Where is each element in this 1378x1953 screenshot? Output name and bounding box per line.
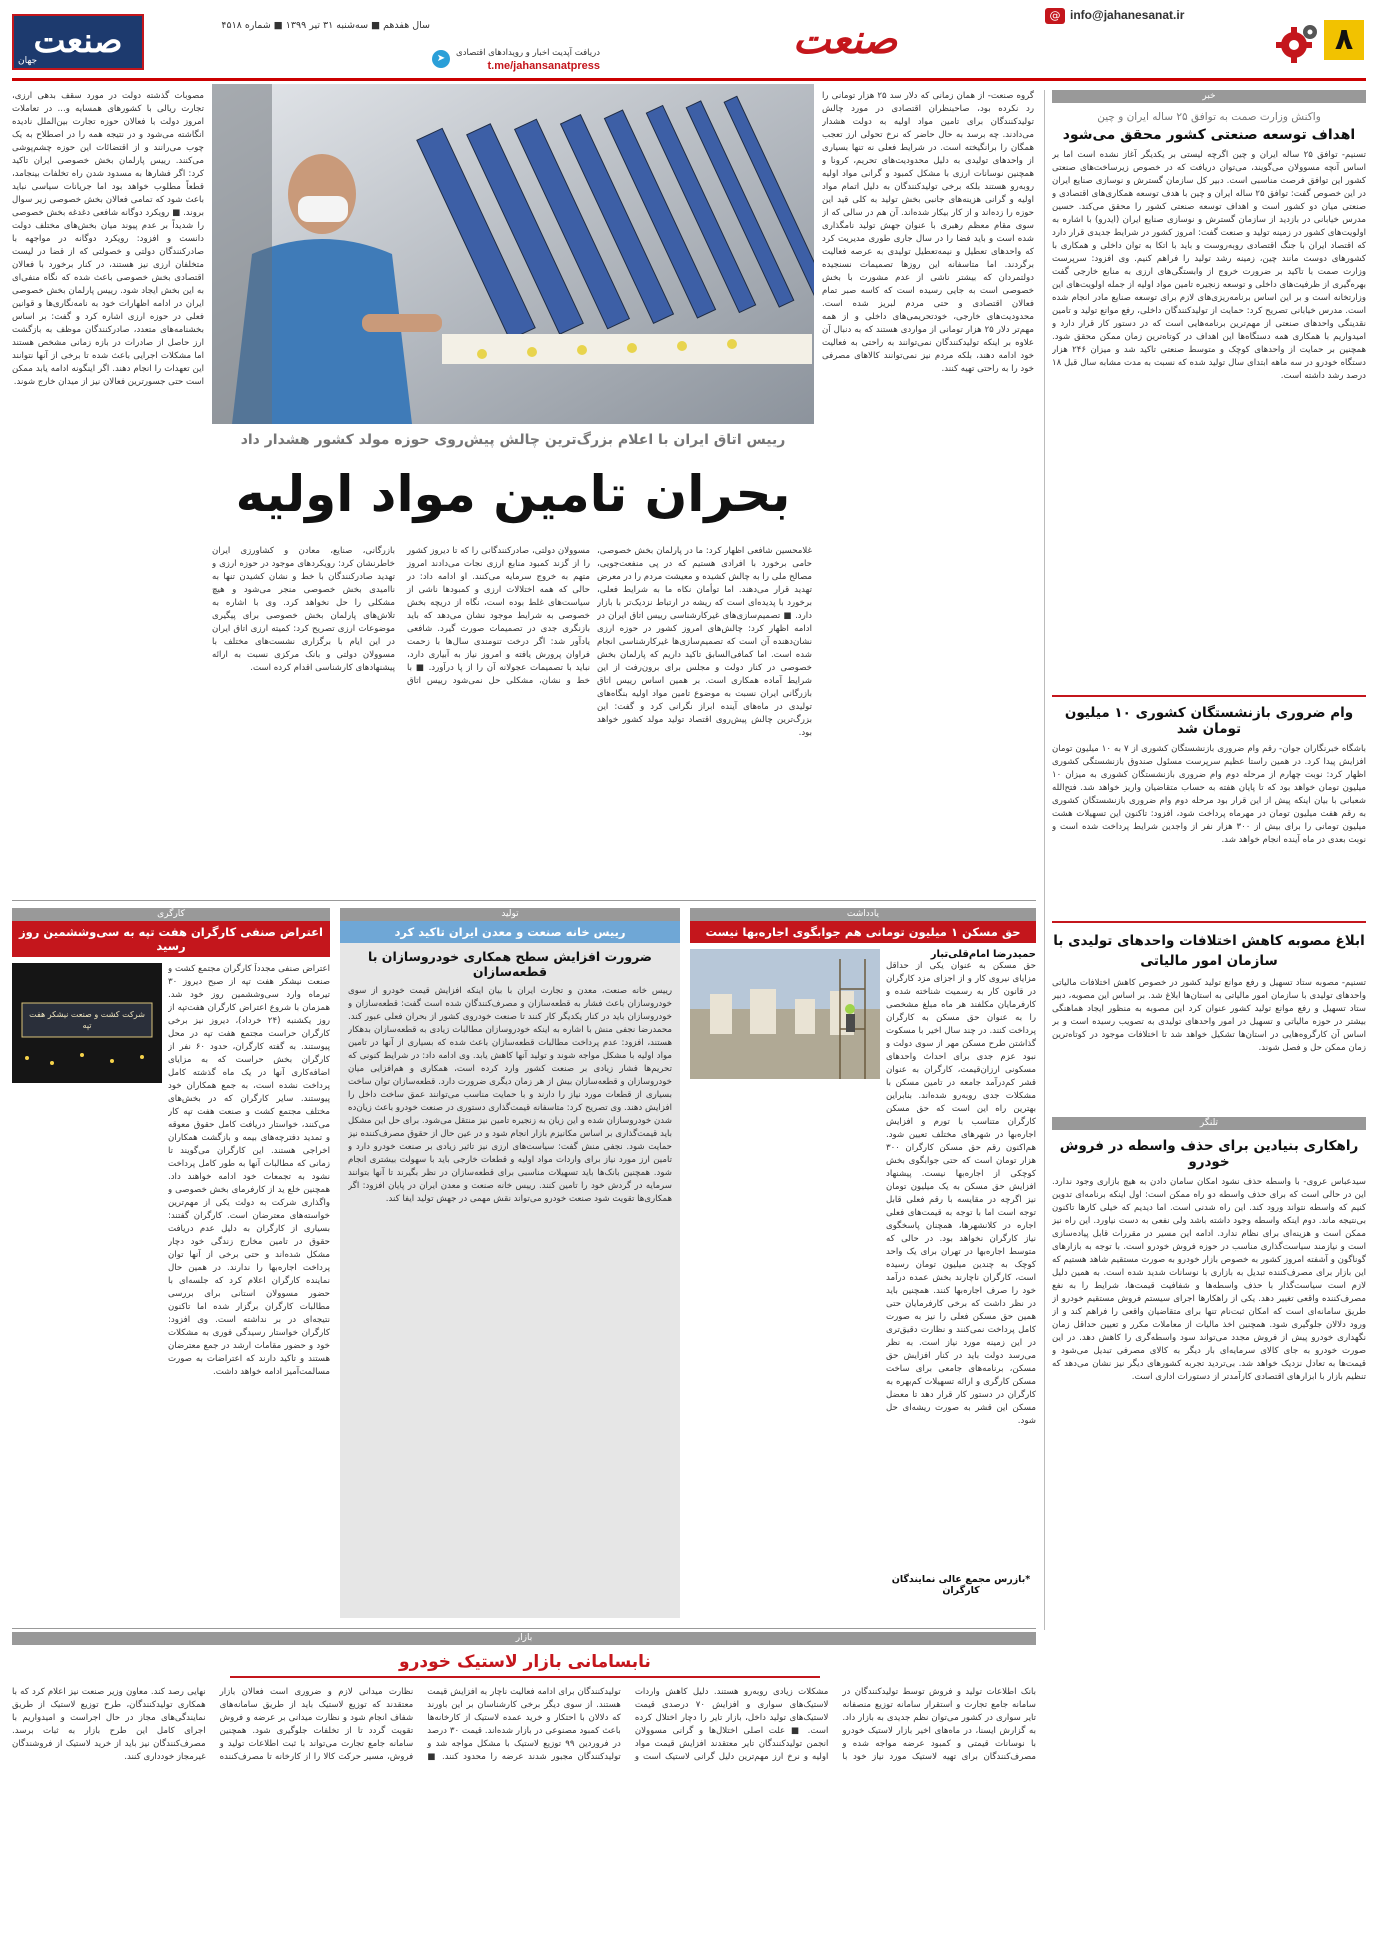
story1-headline: اهداف توسعه صنعتی کشور محقق می‌شود bbox=[1062, 127, 1356, 143]
construction-photo bbox=[690, 949, 880, 1079]
box-mid-headline: رییس خانه صنعت و معدن ایران تاکید کرد bbox=[340, 921, 680, 943]
box-right-headline: حق مسکن ۱ میلیون تومانی هم جوابگوی اجاره‌بها نیست bbox=[690, 921, 1036, 943]
haft-tappeh-photo bbox=[12, 963, 162, 1083]
header-rule bbox=[12, 78, 1366, 81]
bottom-body: بانک اطلاعات تولید و فروش توسط تولیدکنندگان در سامانه جامع تجارت و استقرار سامانه توزیع منصفانه تایر سواری در کشور می‌توان نظم جدیدی به بازار داد. به گزارش ایسنا، در ماه‌های اخیر بازار لاستیک خودرو با نوسانات قیمتی و کمبود عرضه مواجه شده و مصرف‌کنندگان برای تهیه لاستیک مورد نیاز خود با مشکلات زیادی روبه‌رو هستند. دلیل کاهش واردات لاستیک‌های سواری و افزایش ۷۰ درصدی قیمت لاستیک‌های تولید داخل، بازار تایر را دچار اختلال کرده است. ■ علت اصلی اختلال‌ها و گرانی مسوولان انجمن تولیدکنندگان تایر معتقدند افزایش قیمت مواد اولیه و نرخ ارز مهم‌ترین دلیل گرانی لاستیک است و تولیدکنندگان برای ادامه فعالیت ناچار به افزایش قیمت هستند. از سوی دیگر برخی کارشناسان بر این باورند که دلالان با احتکار و خرید عمده لاستیک از کارخانه‌ها باعث کمبود مصنوعی در بازار شده‌اند. قیمت ۳۰ درصد در فروردین ۹۹ توزیع لاستیک با مشکل مواجه شد و تولیدکنندگان مجبور شدند عرضه را محدود کنند. ■ نظارت میدانی لازم و ضروری است فعالان بازار معتقدند که توزیع لاستیک باید از طریق سامانه‌های شفاف انجام شود و نظارت میدانی بر عرضه و فروش تقویت گردد تا از تخلفات جلوگیری شود. همچنین سامانه جامع تجارت می‌تواند با ثبت اطلاعات تولید و فروش، مسیر حرکت کالا را از کارخانه تا مصرف‌کننده نهایی رصد کند. معاون وزیر صنعت نیز اعلام کرد که با همکاری تولیدکنندگان، طرح توزیع لاستیک از طریق نمایندگی‌های مجاز در حال اجراست و امیدواریم با اجرای کامل این طرح بازار به ثبات برسد. مصرف‌کنندگان نیز باید از خرید لاستیک از فروشندگان غیرمجاز خودداری کنند. bbox=[12, 1687, 1036, 1762]
story1-body: تسنیم- توافق ۲۵ ساله ایران و چین اگرچه لیستی بر یکدیگر آغاز نشده است اما بر اساس آنچه مسوولان می‌گویند، می‌توان دریافت که در خصوص زیرساخت‌های صنعتی کشور این توافق فرصت مناسبی است. دبیر کل سازمان گسترش و نوسازی صنایع ایران در این خصوص گفت: توافق ۲۵ ساله ایران و چین با هدف توسعه همکاری‌های اقتصادی و صنعتی میان دو کشور است و اهداف توسعه صنعتی کشور را محقق می‌کند. حسین مدرس خیابانی در بازدید از سازمان گسترش و نوسازی صنایع ایران (ایدرو) با اشاره به اولویت‌های کشور در زمینه تولید و صنعت گفت: امروز کشور در شرایط جدیدی قرار دارد که اقتصاد ایران با جنگ اقتصادی روبه‌روست و باید با اتکا به توان داخلی و همکاری با کشورهای دوست مانند چین، زمینه رشد تولید را فراهم کنیم. وی افزود: سرپرست وزارت صمت با تاکید بر ضرورت خروج از وابستگی‌های ارزی به منابع خارجی گفت بهره‌گیری از ظرفیت‌های داخلی و توسعه زنجیره تامین مواد اولیه از جمله اولویت‌های این وزارتخانه است و بر این اساس برنامه‌ریزی‌های لازم برای توسعه صنایع مادر انجام شده است. مدرس خیابانی تصریح کرد: حمایت از تولیدکنندگان داخلی، رفع موانع تولید و تامین نقدینگی واحدهای صنعتی از مهم‌ترین برنامه‌هایی است که در دستور کار قرار دارد و امیدواریم با همکاری همه دستگاه‌ها این اهداف در کوتاه‌ترین زمان ممکن محقق شود. همچنین بر حمایت از واحدهای کوچک و متوسط صنعتی تاکید شد و میزان ۲۴۶ هزار دستگاه خودرو در سه ماهه ابتدای سال تولید شده که نسبت به مدت مشابه سال قبل ۱۸ درصد رشد داشته است. bbox=[1052, 150, 1366, 381]
box-rule bbox=[12, 900, 1036, 901]
logo-sub: جهان bbox=[18, 56, 38, 66]
box-right-tag: یادداشت bbox=[690, 908, 1036, 921]
telegram-link[interactable]: t.me/jahansanatpress bbox=[487, 60, 600, 72]
page-header bbox=[0, 0, 1378, 82]
bottom-tag: بازار bbox=[12, 1632, 1036, 1645]
lead-col-c: مسوولان دولتی، صادرکنندگانی را که تا دیروز کشور را از گزند کمبود منابع ارزی نجات می‌دادند امروز متهم به خروج سرمایه می‌کنند. او ادامه داد: در حالی که همه اختلالات ارزی و کمبودها ناشی از سیاست‌های غلط بوده است، نگاه از دریچه بخش خصوصی به شرایط موجود نشان می‌دهد که باید بازنگری جدی در تصمیمات صورت گیرد. شافعی یادآور شد: اگر درخت تنومندی سال‌ها با زحمت فراوان پرورش یافته و امروز نیاز به آبیاری دارد، نباید با تصمیمات عجولانه آن را از پا درآورد. ■ با خط و نشان، مشکلی حل نمی‌شود رییس اتاق بازرگانی، صنایع، معادن و کشاورزی ایران خاطرنشان کرد: رویکردهای موجود در حوزه ارزی و تهدید صادرکنندگان با خط و نشان کشیدن تنها به ناامیدی بخش خصوصی منجر می‌شود و هیچ مشکلی را حل نخواهد کرد. وی با اشاره به تلاش‌های پارلمان بخش خصوصی برای پیگیری موضوعات ارزی تصریح کرد: کمیته ارزی اتاق ایران در این ایام با برگزاری نشست‌های مختلف با مسوولان دولتی و بانک مرکزی نسبت به ارائه پیشنهادهای کارشناسی اقدام کرده است. bbox=[212, 546, 590, 686]
box-mid bbox=[340, 908, 680, 1618]
right-column bbox=[1052, 90, 1366, 1630]
bottom-headline-wrap bbox=[230, 1652, 820, 1678]
telegram-icon: ➤ bbox=[432, 50, 450, 68]
lead-col-a: گروه صنعت- از همان زمانی که دلار سد ۲۵ هزار تومانی را رد نکرده بود، صاحبنظران اقتصادی در مورد چالش تولیدکنندگان برای تامین مواد اولیه به دولت هشدار می‌دادند. چه برسد به حال حاضر که نرخ تحولی ارز تعجب همگان را برانگیخته است. در شرایط فعلی نه تنها بسیاری از واحدهای تولیدی به دلیل محدودیت‌های تحریم، کرونا و همچنین نوسانات ارزی با مشکل کمبود و گرانی مواد اولیه روبه‌رو هستند بلکه برخی تولیدکنندگان به دلیل اتمام مواد اولیه و گرانی هزینه‌های جانبی بخش تولید به کلی قید این حوزه را زده‌اند و از کار بیکار شده‌اند. آن هم در سالی که از سوی مقام معظم رهبری با عنوان جهش تولید نامگذاری شده است و باید فضا را در سال جاری طوری مدیریت کرد که واحدهای تعطیل و نیمه‌تعطیل تولیدی به عرصه فعالیت برگردند. اما متاسفانه این روزها تصمیمات نسنجیده دولتمردان که بیشتر ناشی از عدم مشورت با بخش خصوصی است به جایی رسیده است که کاسه صبر تمام فعالان اقتصادی و حتی مردم لبریز شده است. محدودیت‌های خارجی، خودتحریمی‌های داخلی و از همه مهم‌تر دلار ۲۵ هزار تومانی از مواردی هستند که به دنبال آن علاوه بر اینکه تولیدکنندگان نمی‌توانند به راحتی به فعالیت خود ادامه دهند، بلکه مردم نیز نمی‌توانند کالاهای مصرفی خود را به راحتی تهیه کنند. bbox=[822, 91, 1034, 374]
box-left-headline: اعتراض صنفی کارگران هفت تپه به سی‌وششمین روز رسید bbox=[12, 921, 330, 957]
page-number: ۸ bbox=[1334, 22, 1354, 57]
box-right-body: حق مسکن به عنوان یکی از حداقل مزایای نیروی کار و از اجزای مزد کارگران در قانون کار به رسمیت شناخته شده و کارفرمایان مکلفند هر ماه مبلغ مشخصی را به عنوان حق مسکن به کارگران پرداخت کنند. در چند سال اخیر با مسکوت گذاشتن طرح مسکن مهر از سوی دولت و نبود عزم جدی برای احداث واحدهای مسکونی ارزان‌قیمت، کارگران به عنوان قشر کم‌درآمد جامعه در تامین مسکن با مشکلات جدی روبه‌رو شده‌اند. بنابراین بهترین راه این است که حق مسکن کارگران متناسب با تورم و افزایش اجاره‌بها در شهرهای مختلف تعیین شود. هم‌اکنون رقم حق مسکن کارگران ۳۰۰ هزار تومان است که حتی جوابگوی بخش کوچکی از اجاره‌بها نیست. پیشنهاد افزایش حق مسکن به یک میلیون تومان نیز اگرچه در مقایسه با رقم فعلی قابل توجه است اما با توجه به قیمت‌های فعلی اجاره در کلانشهرها، همچنان پاسخگوی نیاز کارگران نخواهد بود. در حالی که متوسط اجاره‌بها در تهران برای یک واحد کوچک به چندین میلیون تومان رسیده است، کارگران ناچارند بخش عمده درآمد خود را صرف اجاره‌بها کنند. همچنین باید در نظر داشت که برخی کارفرمایان حتی همین حق مسکن فعلی را نیز به صورت کامل پرداخت نمی‌کنند و نظارت دقیق‌تری در این زمینه مورد نیاز است. به نظر می‌رسد دولت باید در کنار افزایش حق مسکن، برنامه‌های جامعی برای ساخت مسکن کارگری و ارائه تسهیلات کم‌بهره به کارگران در دستور کار قرار دهد تا معضل مسکن این قشر به صورت ریشه‌ای حل شود. bbox=[886, 961, 1036, 1426]
lead-col-d: مصوبات گذشته دولت در مورد سقف بدهی ارزی، تجارت ریالی با کشورهای همسایه و... در تعاملات امروز دولت با فعالان حوزه تجارت بین‌الملل نادیده انگاشته می‌شود و در نتیجه همه را در اصطلاح به یک چوب می‌رانند و از اقتضائات این حوزه چشم‌پوشی می‌کنند. رییس پارلمان بخش خصوصی ایران تاکید کرد: اگر فشارها به مسدود شدن راه تخلفات بینجامد، قطعاً مطلوب خواهد بود اما جریانات سیاسی نباید باعث شود که تمامی فعالان بخش خصوصی زیر سوال بروند. ■ رویکرد دوگانه شافعی دغدغه بخش خصوصی را شدیداً بر عدم پیوند میان بخش‌های مختلف دولت دانست و افزود: رویکرد دوگانه در مواجهه با صادرکنندگان دولتی و خصولتی که از قضا در لیست متخلفان ارزی نیز هستند، در کنار برخورد با فعالان اقتصادی بخش خصوصی باعث شده که نگاه منفی‌ای به این بخش ایجاد شود. رییس پارلمان بخش خصوصی ایران در ادامه اظهارات خود به نامه‌نگاری‌ها و قوانین فعلی در حوزه ارزی اشاره کرد و گفت: بر اساس بخشنامه‌های متعدد، صادرکنندگان موظف به بازگشت ارز حاصل از صادرات در بازه زمانی مشخص هستند اما مشکلات اجرایی باعث شده تا برخی از آنها نتوانند این تعهدات را انجام دهند. اگر اینگونه ادامه یابد ممکن است حتی جسورترین فعالان نیز از میدان خارج شوند. bbox=[12, 91, 204, 387]
section-tag-news: خبر bbox=[1052, 90, 1366, 103]
factory-worker-photo bbox=[212, 84, 814, 424]
story4-body: سیدعباس عروی- با واسطه حذف نشود امکان سامان دادن به هیچ بازاری وجود ندارد. این در حالی است که برای حذف واسطه دو راه ممکن است: اول اینکه برنامه‌ای تدوین کنیم که واسطه نتواند ورود کند. این راه شدنی است. اما دیدیم که خیلی کارها تاکنون بی‌نتیجه ماند. دوم اینکه واسطه وجود داشته باشد ولی نفعی به دست نیاورد. این راه نیز ممکن است و هزینه‌ای برای نظام ندارد. ادامه این مسیر در مقررات قابل پیاده‌سازی است و نیازمند سیاست‌گذاری مناسب در حوزه فروش خودرو است. با توجه به بازارهای گوناگون و آشفته امروز کشور به خصوص بازار خودرو به صورت مستقیم شاهد هستیم که این بازار برای مصرف‌کننده تبدیل به بازاری با نوسانات شدید شده است. به همین دلیل لازم است سیاست‌گذار با حذف واسطه‌ها و شفافیت قیمت‌ها، شرایط را به نفع مصرف‌کننده واقعی تغییر دهد. یکی از راهکارها اجرای سیستم فروش مستقیم خودرو از طریق سامانه‌ای است که امکان ثبت‌نام تنها برای متقاضیان واقعی را فراهم کند و از ورود دلالان جلوگیری شود. همچنین اخذ مالیات از معاملات مکرر و تعیین حداقل زمان نگهداری خودرو پیش از فروش مجدد می‌تواند سود واسطه‌گری را کاهش دهد. در این صورت خودرو به جای کالای سرمایه‌ای بار دیگر به کالای مصرفی تبدیل می‌شود و قیمت‌ها به تعادل نزدیک خواهد شد. بی‌تردید تجربه کشورهای دیگر نیز نشان می‌دهد که تنظیم بازار با ابزارهای اقتصادی کارآمدتر از دستورات اداری است. bbox=[1052, 1177, 1366, 1382]
lead-col-b: غلامحسین شافعی اظهار کرد: ما در پارلمان بخش خصوصی، حامی برخورد با افرادی هستیم که در پی منفعت‌جویی، مصالح ملی را به چالش کشیده و معیشت مردم را در معرض تهدید قرار می‌دهند. اما توأمان نکاه ما به شرایط فعلی، برخورد با پدیده‌ای است که ریشه در ارتباط نزدیک‌تر با بازار دارد. ■ تصمیم‌سازی‌های غیرکارشناسی رییس اتاق ایران در ادامه اظهار کرد: چالش‌های امروز کشور در حوزه ارزی نشان‌دهنده آن است که تصمیم‌سازی‌ها غیرکارشناسی انجام شده است. اما کمافی‌السابق تاکید داریم که پارلمان بخش خصوصی در کنار دولت و مجلس برای برون‌رفت از این شرایط آماده همکاری است. بر همین اساس رییس اتاق بازرگانی ایران نسبت به موضوع تامین مواد اولیه بنگاه‌های تولیدی در ماه‌های آینده ابراز نگرانی کرد و گفت: این بزرگ‌ترین چالش پیش‌روی اقتصاد تولید مولد کشور خواهد بود. bbox=[597, 546, 812, 738]
author-signature: *بازرس مجمع عالی نمایندگان کارگران bbox=[891, 1574, 1031, 1596]
newspaper-logo bbox=[12, 14, 144, 70]
story3-headline: ابلاغ مصوبه کاهش اختلافات واحدهای تولیدی با سازمان امور مالیاتی bbox=[1053, 933, 1365, 969]
author-name: حمیدرضا امام‌قلی‌تبار bbox=[930, 949, 1036, 960]
box-mid-body: رییس خانه صنعت، معدن و تجارت ایران با بیان اینکه افزایش قیمت خودرو از سوی خودروسازان باعث فشار به قطعه‌سازان و مصرف‌کنندگان شده است گفت: قطعه‌سازان و خودروسازان باید در کنار یکدیگر کار کنند تا صنعت خودروی کشور از بحران فعلی عبور کند. محمدرضا نجفی منش با اشاره به اینکه خودروسازان مطالبات زیادی به قطعه‌سازان بدهکار هستند، افزود: عدم پرداخت مطالبات قطعه‌سازان باعث شده که بسیاری از آنها در تامین مواد اولیه با مشکل مواجه شوند و تولید آنها کاهش یابد. وی ادامه داد: در شرایط کنونی که تحریم‌ها فشار زیادی بر صنعت کشور وارد کرده است، همکاری و هم‌افزایی میان خودروسازان و قطعه‌سازان بیش از هر زمان دیگری ضرورت دارد. قطعه‌سازان توان ساخت بسیاری از قطعات مورد نیاز را دارند و با حمایت مناسب می‌توانند عمق ساخت داخل را افزایش دهند. وی تصریح کرد: متاسفانه قیمت‌گذاری دستوری در صنعت خودرو باعث زیان‌ده شدن خودروسازان شده و این زیان به زنجیره تامین نیز منتقل می‌شود. برای حل این مشکل باید قیمت‌گذاری بر اساس مکانیزم بازار انجام شود و در عین حال از حقوق مصرف‌کننده نیز حمایت شود. نجفی منش گفت: سیاست‌های ارزی نیز تاثیر زیادی بر صنعت خودرو دارد و تامین ارز مورد نیاز برای واردات مواد اولیه و قطعات خارجی باید با سهولت بیشتری انجام شود. همچنین بانک‌ها باید تسهیلات مناسبی برای قطعه‌سازان در نظر بگیرند تا آنها بتوانند سرمایه در گردش خود را تامین کنند. رییس خانه صنعت و معدن ایران در پایان افزود: اگر همکاری‌ها تقویت شود صنعت خودرو می‌تواند نقش مهمی در جهش تولید ایفا کند. bbox=[348, 986, 672, 1204]
divider bbox=[1052, 921, 1366, 923]
section-title: صنعت bbox=[792, 16, 898, 63]
divider bbox=[1052, 695, 1366, 697]
story1-kicker: واکنش وزارت صمت به توافق ۲۵ ساله ایران و چین bbox=[1097, 111, 1321, 123]
story3-body: تسنیم- مصوبه ستاد تسهیل و رفع موانع تولید کشور در خصوص کاهش اختلافات مالیاتی واحدهای تولیدی با سازمان امور مالیاتی به استان‌ها ابلاغ شد. بر اساس این مصوبه، دبیر ستاد تسهیل و رفع موانع تولید کشور عنوان کرد این مصوبه به منظور ایجاد هماهنگی بیشتر در حوزه مالیاتی و تسهیل در امور واحدهای تولیدی به تصویب رسیده است و بر اساس آن کارگروه‌هایی در استان‌ها تشکیل خواهد شد تا اختلافات موجود در کوتاه‌ترین زمان ممکن حل و فصل شوند. bbox=[1052, 978, 1366, 1053]
photo-caption: شرکت کشت و صنعت نیشکر هفت تپه bbox=[29, 1010, 145, 1030]
story2-body: باشگاه خبرنگاران جوان- رقم وام ضروری بازنشستگان کشوری از ۷ به ۱۰ میلیون تومان افزایش پیدا کرد. در همین راستا عظیم سرپرست مسئول صندوق بازنشستگی کشوری اظهار کرد: نوبت چهارم از مرحله دوم وام ضروری بازنشستگان کشوری به میزان ۱۰ میلیون تومان خواهد بود که تا پایان هفته به حساب متقاضیان واریز خواهد شد. فتح‌الله شعبانی با بیان اینکه پیش از این قرار بود مرحله دوم وام ضروری بازنشستگان کشوری به رقم هفت میلیون تومان در مهرماه پرداخت شود، افزود: تاکنون این تسهیلات هشت میلیون تومانی را برای بیش از ۳۰۰ هزار نفر از واجدین شرایط پرداخت شده است و نوبت بعدی در ماه آینده انجام خواهد شد. bbox=[1052, 744, 1366, 845]
bottom-headline: نابسامانی بازار لاستیک خودرو bbox=[399, 1652, 651, 1672]
box-left-tag: کارگری bbox=[12, 908, 330, 921]
box-mid-subhead: ضرورت افزایش سطح همکاری خودروسازان با قطعه‌سازان bbox=[368, 949, 652, 979]
issue-info: سال هفدهم ■ سه‌شنبه ۳۱ تیر ۱۳۹۹ ■ شماره ۴۵۱۸ bbox=[221, 20, 430, 31]
logo-text: صنعت bbox=[33, 21, 123, 61]
email-address[interactable]: info@jahanesanat.ir bbox=[1070, 8, 1185, 22]
story4-headline: راهکاری بنیادین برای حذف واسطه در فروش خودرو bbox=[1059, 1138, 1359, 1170]
lead-kicker: رییس اتاق ایران با اعلام بزرگ‌ترین چالش پیش‌روی حوزه مولد کشور هشدار داد bbox=[240, 432, 786, 448]
bottom-rule bbox=[12, 1628, 1036, 1629]
story2-headline: وام ضروری بازنشستگان کشوری ۱۰ میلیون تومان شد bbox=[1064, 705, 1354, 737]
box-mid-tag: تولید bbox=[340, 908, 680, 921]
section-tag-talangor: تلنگر bbox=[1052, 1117, 1366, 1130]
telegram-label: دریافت آپدیت اخبار و رویدادهای اقتصادی bbox=[456, 48, 600, 58]
email-icon: @ bbox=[1045, 8, 1065, 24]
box-left bbox=[12, 908, 330, 1618]
box-right bbox=[690, 908, 1036, 1618]
column-rule bbox=[1044, 90, 1045, 1630]
box-left-body: اعتراض صنفی مجدداً کارگران مجتمع کشت و صنعت نیشکر هفت تپه از صبح دیروز ۳۰ تیرماه وارد سی‌وششمین روز خود شد. همزمان با شروع اعتراض کارگران هفت‌تپه از روز یکشنبه (۲۴ خرداد)، دیروز نیز برخی کارگران حراست مجتمع هفت تپه در محل پیوستند. به گفته کارگران، حدود ۶۰ نفر از کارگران بخش حراست که به مزایای اضافه‌کاری آنها در یک ماه گذشته کامل پرداخت نشده است، به جمع همکاران خود پیوستند. سایر کارگران که در بخش‌های مختلف مجتمع کشت و صنعت هفت تپه کار می‌کنند، خواستار دریافت کامل حقوق معوقه و تمدید دفترچه‌های بیمه و بازگشت همکاران اخراجی هستند. این کارگران می‌گویند تا زمانی که مطالبات آنها به طور کامل پرداخت نشود به تجمعات خود ادامه خواهند داد. همچنین خلع ید از کارفرمای بخش خصوصی و واگذاری شرکت به دولت یکی از مهم‌ترین خواسته‌های معترضان است. کارگران گفتند: بسیاری از کارگران به دلیل عدم دریافت حقوق در تامین مخارج زندگی خود دچار مشکل شده‌اند و حتی برخی از آنها توان پرداخت اجاره‌بها را ندارند. در همین حال نماینده کارگران اعلام کرد که جلسه‌ای با حضور مسوولان استانی برای بررسی مطالبات کارگران برگزار شده اما تاکنون نتیجه‌ای در بر نداشته است. وی افزود: کارگران خواستار رسیدگی فوری به مشکلات خود و حضور مقامات ارشد در جمع معترضان هستند و تاکید دارند که اعتراضات به صورت مسالمت‌آمیز ادامه خواهد داشت. bbox=[168, 964, 330, 1377]
gear-icon bbox=[1274, 20, 1320, 66]
lead-headline: بحران تامین مواد اولیه bbox=[235, 465, 791, 523]
